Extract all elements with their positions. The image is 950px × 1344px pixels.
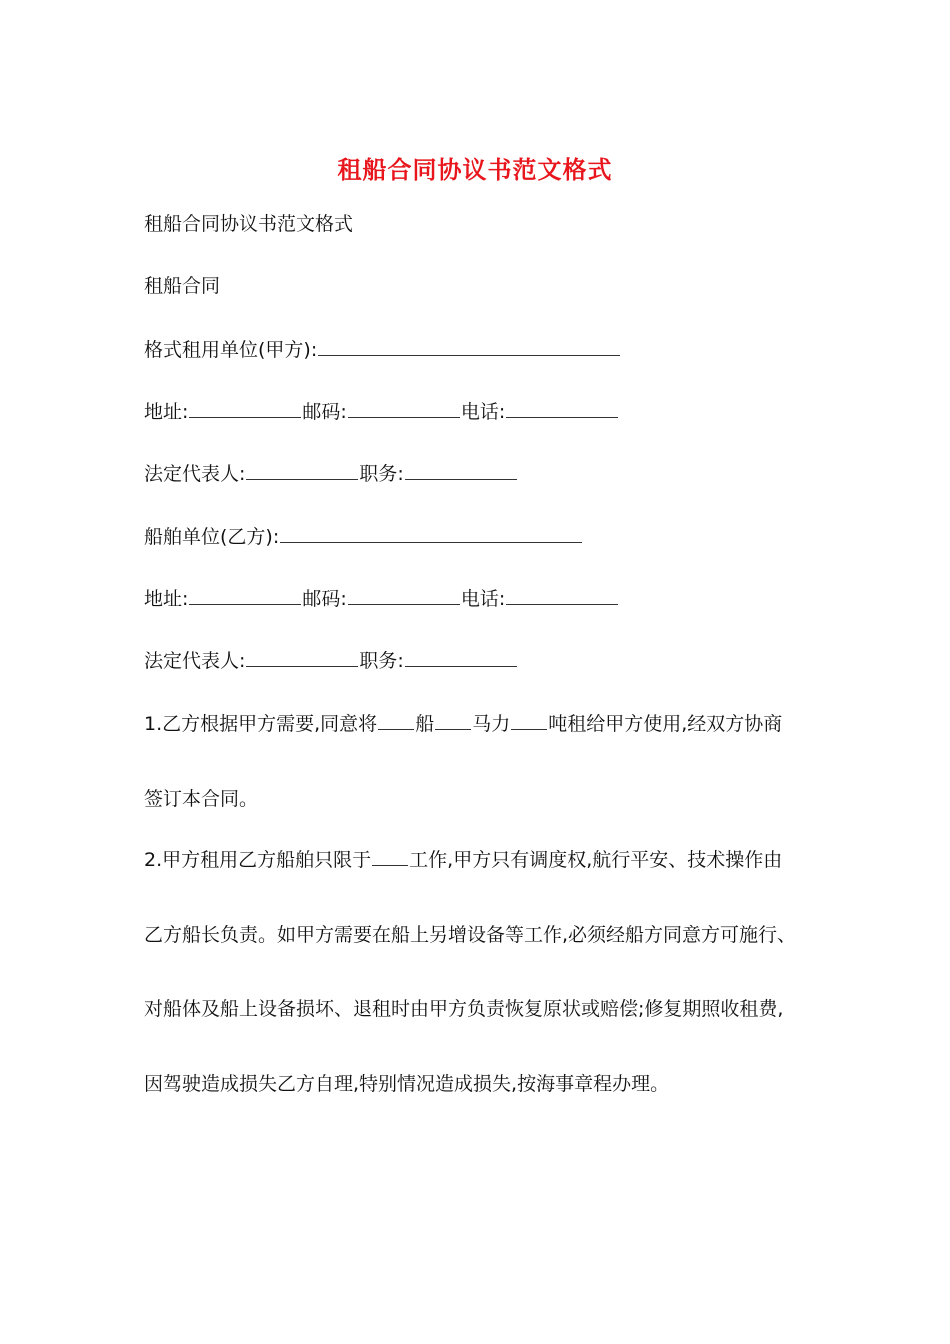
- subtitle: 租船合同协议书范文格式: [144, 213, 354, 235]
- party-b-phone-blank: [506, 586, 618, 605]
- party-b-address-blank: [189, 586, 301, 605]
- clause-1-text-d: 吨租给甲方使用,经双方协商: [548, 713, 783, 735]
- contract-name: 租船合同: [144, 275, 221, 297]
- clause-2-blank-work: [372, 847, 408, 866]
- clause-2-text-b: 工作,甲方只有调度权,航行平安、技术操作由: [409, 849, 783, 871]
- party-a-unit-blank: [318, 337, 620, 356]
- party-a-address-blank: [189, 399, 301, 418]
- party-a-postcode-blank: [348, 399, 460, 418]
- party-a-postcode-label: 邮码:: [302, 401, 347, 423]
- party-b-position-label: 职务:: [359, 650, 404, 672]
- party-b-rep-label: 法定代表人:: [144, 650, 246, 672]
- clause-1-blank-tonnage: [511, 711, 547, 730]
- party-b-contact-line: [144, 586, 619, 612]
- party-a-rep-line: [144, 461, 518, 487]
- party-a-unit-line: [144, 337, 621, 363]
- party-a-phone-label: 电话:: [460, 401, 506, 423]
- party-a-contact-line: [144, 399, 619, 425]
- party-b-postcode-label: 邮码:: [302, 588, 347, 610]
- party-b-phone-label: 电话:: [460, 588, 506, 610]
- party-a-rep-label: 法定代表人:: [144, 463, 246, 485]
- clause-1-blank-horsepower: [435, 711, 471, 730]
- party-a-phone-blank: [506, 399, 618, 418]
- document-title: 租船合同协议书范文格式: [337, 155, 613, 184]
- clause-2-line-1: [144, 847, 782, 873]
- clause-2-text-a: 甲方租用乙方船舶只限于: [162, 849, 372, 871]
- clause-1-line-2: 签订本合同。: [144, 788, 259, 810]
- party-b-address-label: 地址:: [144, 588, 189, 610]
- clause-1-text-b: 船: [415, 713, 435, 735]
- party-b-unit-blank: [280, 524, 582, 543]
- clause-2-line-3: 对船体及船上设备损坏、退租时由甲方负责恢复原状或赔偿;修复期照收租费,: [144, 998, 784, 1020]
- clause-1-number: 1.: [144, 713, 163, 735]
- party-a-rep-blank: [246, 461, 358, 480]
- party-a-unit-label: 格式租用单位(甲方):: [144, 339, 318, 361]
- party-b-rep-blank: [246, 648, 358, 667]
- party-a-position-blank: [405, 461, 517, 480]
- party-b-rep-line: [144, 648, 518, 674]
- party-b-postcode-blank: [348, 586, 460, 605]
- party-b-position-blank: [405, 648, 517, 667]
- clause-1-line-1: [144, 711, 782, 737]
- clause-2-line-2: 乙方船长负责。如甲方需要在船上另增设备等工作,必须经船方同意方可施行、: [144, 924, 797, 946]
- party-a-address-label: 地址:: [144, 401, 189, 423]
- clause-1-text-c: 马力: [472, 713, 511, 735]
- party-a-position-label: 职务:: [359, 463, 404, 485]
- party-b-unit-label: 船舶单位(乙方):: [144, 526, 280, 548]
- clause-1-text-a: 乙方根据甲方需要,同意将: [162, 713, 378, 735]
- party-b-unit-line: [144, 524, 583, 550]
- clause-1-blank-ship: [378, 711, 414, 730]
- clause-2-line-4: 因驾驶造成损失乙方自理,特别情况造成损失,按海事章程办理。: [144, 1073, 670, 1095]
- clause-2-number: 2.: [144, 849, 163, 871]
